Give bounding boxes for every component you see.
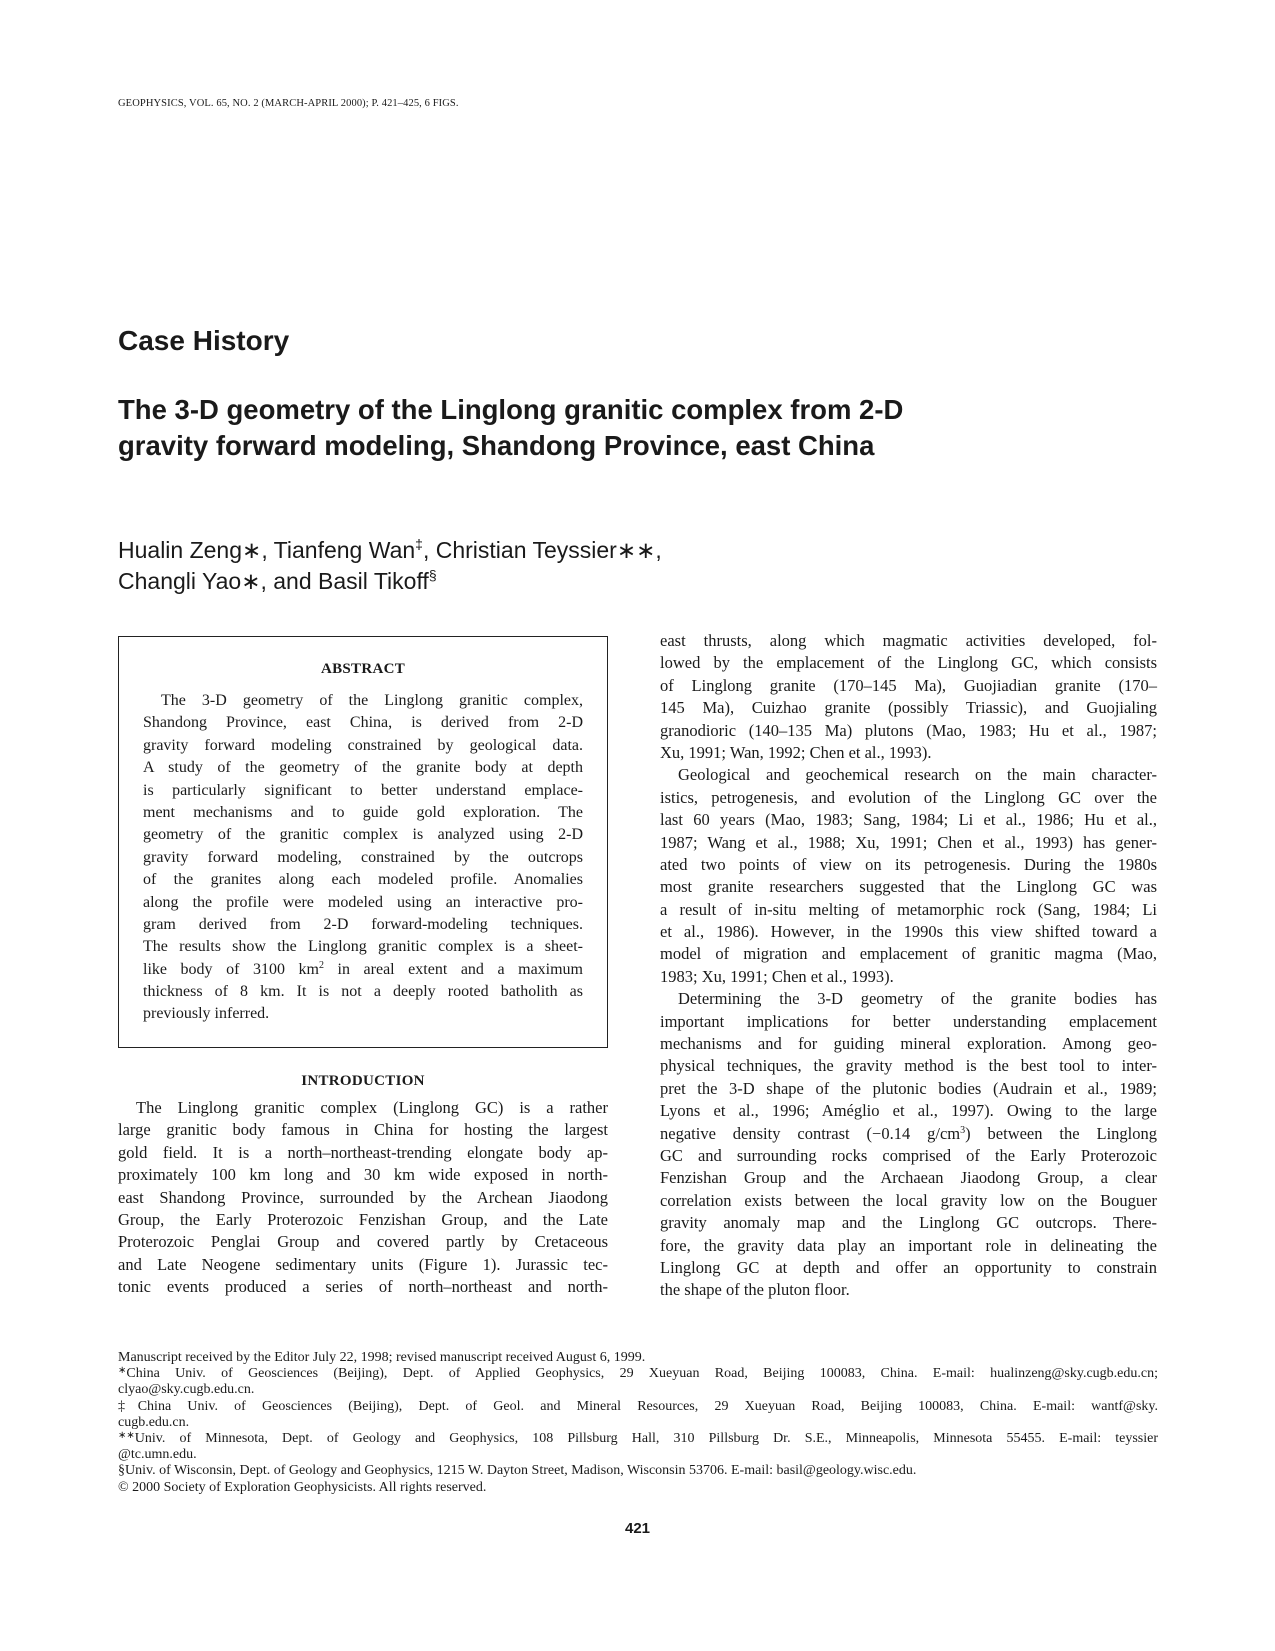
- text-line: thickness of 8 km. It is not a deeply rooted batholith as: [143, 983, 583, 1001]
- text-line: The Linglong granitic complex (Linglong GC) is a rather: [136, 1098, 608, 1117]
- footnote-mark: ∗: [118, 1365, 127, 1377]
- text-run: ) between the Linglong: [965, 1123, 1157, 1143]
- footnote-line: @tc.umn.edu.: [118, 1447, 197, 1463]
- text-line: physical techniques, the gravity method is the best tool to inter-: [660, 1056, 1157, 1076]
- author-name: Changli Yao: [118, 568, 242, 594]
- text-run: in areal extent and a maximum: [323, 960, 584, 978]
- right-column-text: [660, 630, 1157, 1302]
- affiliation-mark: ‡: [415, 536, 423, 552]
- affiliation-mark: ∗∗: [616, 537, 656, 563]
- text-line: proximately 100 km long and 30 km wide exposed in north-: [118, 1165, 608, 1185]
- affiliation-mark: §: [428, 567, 437, 583]
- text-line: Geological and geochemical research on the main character-: [678, 765, 1157, 785]
- text-line: 1987; Wang et al., 1988; Xu, 1991; Chen et al., 1993) has gener-: [660, 832, 1157, 852]
- text-line: Xu, 1991; Wan, 1992; Chen et al., 1993).: [660, 742, 932, 762]
- text-line: Shandong Province, east China, is derived from 2-D: [143, 714, 583, 732]
- author-line: [118, 566, 662, 597]
- title-line: The 3-D geometry of the Linglong granitic complex from 2-D: [118, 394, 904, 425]
- copyright-line: © 2000 Society of Exploration Geophysicists. All rights reserved.: [118, 1479, 487, 1495]
- superscript: 3: [960, 1124, 966, 1136]
- footnote-line: [118, 1463, 1158, 1479]
- text-line: Determining the 3-D geometry of the granite bodies has: [678, 989, 1157, 1009]
- text-line: and Late Neogene sedimentary units (Figure 1). Jurassic tec-: [118, 1254, 608, 1274]
- text-line: Fenzishan Group and the Archaean Jiaodong Group, a clear: [660, 1168, 1157, 1188]
- text-line: The 3-D geometry of the Linglong granitic complex,: [161, 692, 583, 709]
- author-name: , Christian Teyssier: [422, 537, 617, 563]
- text-line: The results show the Linglong granitic complex is a sheet-: [143, 938, 583, 956]
- footnote-text: China Univ. of Geosciences (Beijing), Dept. of Applied Geophysics, 29 Xueyuan Road, Beijing 100083, China. E-mail: hualinzeng@sky.cugb.edu.cn;: [126, 1366, 1158, 1382]
- text-line: [660, 1123, 1157, 1145]
- text-line: ated two points of view on its petrogenesis. During the 1980s: [660, 854, 1157, 874]
- text-line: along the profile were modeled using an interactive pro-: [143, 893, 583, 911]
- text-line: granodioric (140–135 Ma) plutons (Mao, 1983; Hu et al., 1987;: [660, 720, 1157, 740]
- text-line: the shape of the pluton floor.: [660, 1280, 850, 1300]
- text-line: gold field. It is a north–northeast-trending elongate body ap-: [118, 1142, 608, 1162]
- text-line: gram derived from 2-D forward-modeling techniques.: [143, 915, 583, 933]
- footnote-line: [118, 1399, 1158, 1415]
- title-line: gravity forward modeling, Shandong Province, east China: [118, 430, 875, 461]
- footnote-mark: ∗∗: [118, 1429, 135, 1441]
- footnote-line: cugb.edu.cn.: [118, 1414, 190, 1430]
- text-line: GC and surrounding rocks comprised of the Early Proterozoic: [660, 1145, 1157, 1165]
- text-line: model of migration and emplacement of granitic magma (Mao,: [660, 944, 1157, 964]
- text-line: A study of the geometry of the granite body at depth: [143, 759, 583, 777]
- text-line: geometry of the granitic complex is analyzed using 2-D: [143, 826, 583, 844]
- affiliation-mark: ∗: [241, 568, 261, 594]
- footnote-line: [118, 1431, 1158, 1447]
- abstract-heading: ABSTRACT: [320, 661, 406, 677]
- paper-title: [118, 392, 1118, 464]
- affiliation-mark: ∗: [242, 537, 262, 563]
- introduction-heading: INTRODUCTION: [301, 1073, 425, 1089]
- footnote-mark: §: [118, 1463, 125, 1479]
- footnote-text: China Univ. of Geosciences (Beijing), Dept. of Geol. and Mineral Resources, 29 Xueyuan Road, Beijing 100083, China. E-mail: wantf@sky.: [137, 1398, 1158, 1414]
- text-line: Linglong GC at depth and offer an opportunity to constrain: [660, 1257, 1157, 1277]
- footnote-text: Univ. of Minnesota, Dept. of Geology and Geophysics, 108 Pillsburg Hall, 310 Pillsburg Dr. S.E., Minneapolis, Minnesota 55455. E-mail: teyssier: [134, 1430, 1158, 1446]
- text-line: ment mechanisms and to guide gold exploration. The: [143, 803, 583, 821]
- author-name: , Tianfeng Wan: [261, 537, 416, 563]
- text-run: negative density contrast (−0.14 g/cm: [660, 1123, 961, 1143]
- text-line: of Linglong granite (170–145 Ma), Guojiadian granite (170–: [660, 675, 1157, 695]
- text-line: previously inferred.: [143, 1005, 270, 1023]
- text-line: gravity forward modeling constrained by geological data.: [143, 736, 583, 754]
- text-line: [143, 959, 583, 981]
- text-line: east Shandong Province, surrounded by the Archean Jiaodong: [118, 1187, 608, 1207]
- abstract-box: [118, 636, 608, 1048]
- footnotes: [118, 1350, 1158, 1496]
- text-line: correlation exists between the local gravity low on the Bouguer: [660, 1190, 1157, 1210]
- page-number: 421: [624, 1520, 651, 1537]
- text-line: gravity forward modeling, constrained by the outcrops: [143, 848, 583, 866]
- footnote-text: Univ. of Wisconsin, Dept. of Geology and Geophysics, 1215 W. Dayton Street, Madison, Wisconsin 53706. E-mail: basil@geology.wisc.edu.: [125, 1463, 917, 1479]
- text-line: gravity anomaly map and the Linglong GC outcrops. There-: [660, 1213, 1157, 1233]
- footnote-line: clyao@sky.cugb.edu.cn.: [118, 1382, 255, 1398]
- running-head: GEOPHYSICS, VOL. 65, NO. 2 (MARCH-APRIL 2000); P. 421–425, 6 FIGS.: [118, 98, 459, 109]
- left-column-text: [118, 1097, 608, 1299]
- text-line: istics, petrogenesis, and evolution of the Linglong GC over the: [660, 787, 1157, 807]
- section-label: Case History: [118, 325, 290, 356]
- text-line: 145 Ma), Cuizhao granite (possibly Triassic), and Guojialing: [660, 698, 1157, 718]
- text-line: fore, the gravity data play an important role in delineating the: [660, 1235, 1157, 1255]
- text-line: most granite researchers suggested that the Linglong GC was: [660, 877, 1157, 897]
- text-line: Lyons et al., 1996; Améglio et al., 1997). Owing to the large: [660, 1101, 1157, 1121]
- author-separator: ,: [655, 537, 662, 563]
- author-name: , and Basil Tikoff: [260, 568, 429, 594]
- footnote-line: [118, 1366, 1158, 1382]
- text-line: last 60 years (Mao, 1983; Sang, 1984; Li et al., 1986; Hu et al.,: [660, 810, 1157, 830]
- author-name: Hualin Zeng: [118, 537, 243, 563]
- footnote-mark: ‡: [118, 1398, 138, 1414]
- text-line: is particularly significant to better understand emplace-: [143, 781, 583, 799]
- text-line: lowed by the emplacement of the Linglong GC, which consists: [660, 653, 1157, 673]
- text-line: mechanisms and for guiding mineral exploration. Among geo-: [660, 1034, 1157, 1054]
- text-line: pret the 3-D shape of the plutonic bodies (Audrain et al., 1989;: [660, 1078, 1157, 1098]
- text-line: important implications for better understanding emplacement: [660, 1011, 1157, 1031]
- author-list: [118, 535, 662, 597]
- text-line: Proterozoic Penglai Group and covered partly by Cretaceous: [118, 1232, 608, 1252]
- abstract-text: [143, 690, 583, 1026]
- text-line: east thrusts, along which magmatic activities developed, fol-: [660, 631, 1157, 650]
- superscript: 2: [318, 959, 324, 971]
- text-line: et al., 1986). However, in the 1990s this view shifted toward a: [660, 922, 1157, 942]
- text-line: 1983; Xu, 1991; Chen et al., 1993).: [660, 966, 894, 986]
- text-line: a result of in-situ melting of metamorphic rock (Sang, 1984; Li: [660, 899, 1157, 919]
- footnote-received: Manuscript received by the Editor July 22, 1998; revised manuscript received August 6, 1999.: [118, 1350, 646, 1365]
- author-line: [118, 535, 662, 566]
- text-line: Group, the Early Proterozoic Fenzishan Group, and the Late: [118, 1209, 608, 1229]
- text-run: like body of 3100 km: [143, 960, 319, 978]
- text-line: of the granites along each modeled profile. Anomalies: [143, 871, 583, 889]
- text-line: large granitic body famous in China for hosting the largest: [118, 1120, 608, 1140]
- text-line: tonic events produced a series of north–northeast and north-: [118, 1277, 608, 1297]
